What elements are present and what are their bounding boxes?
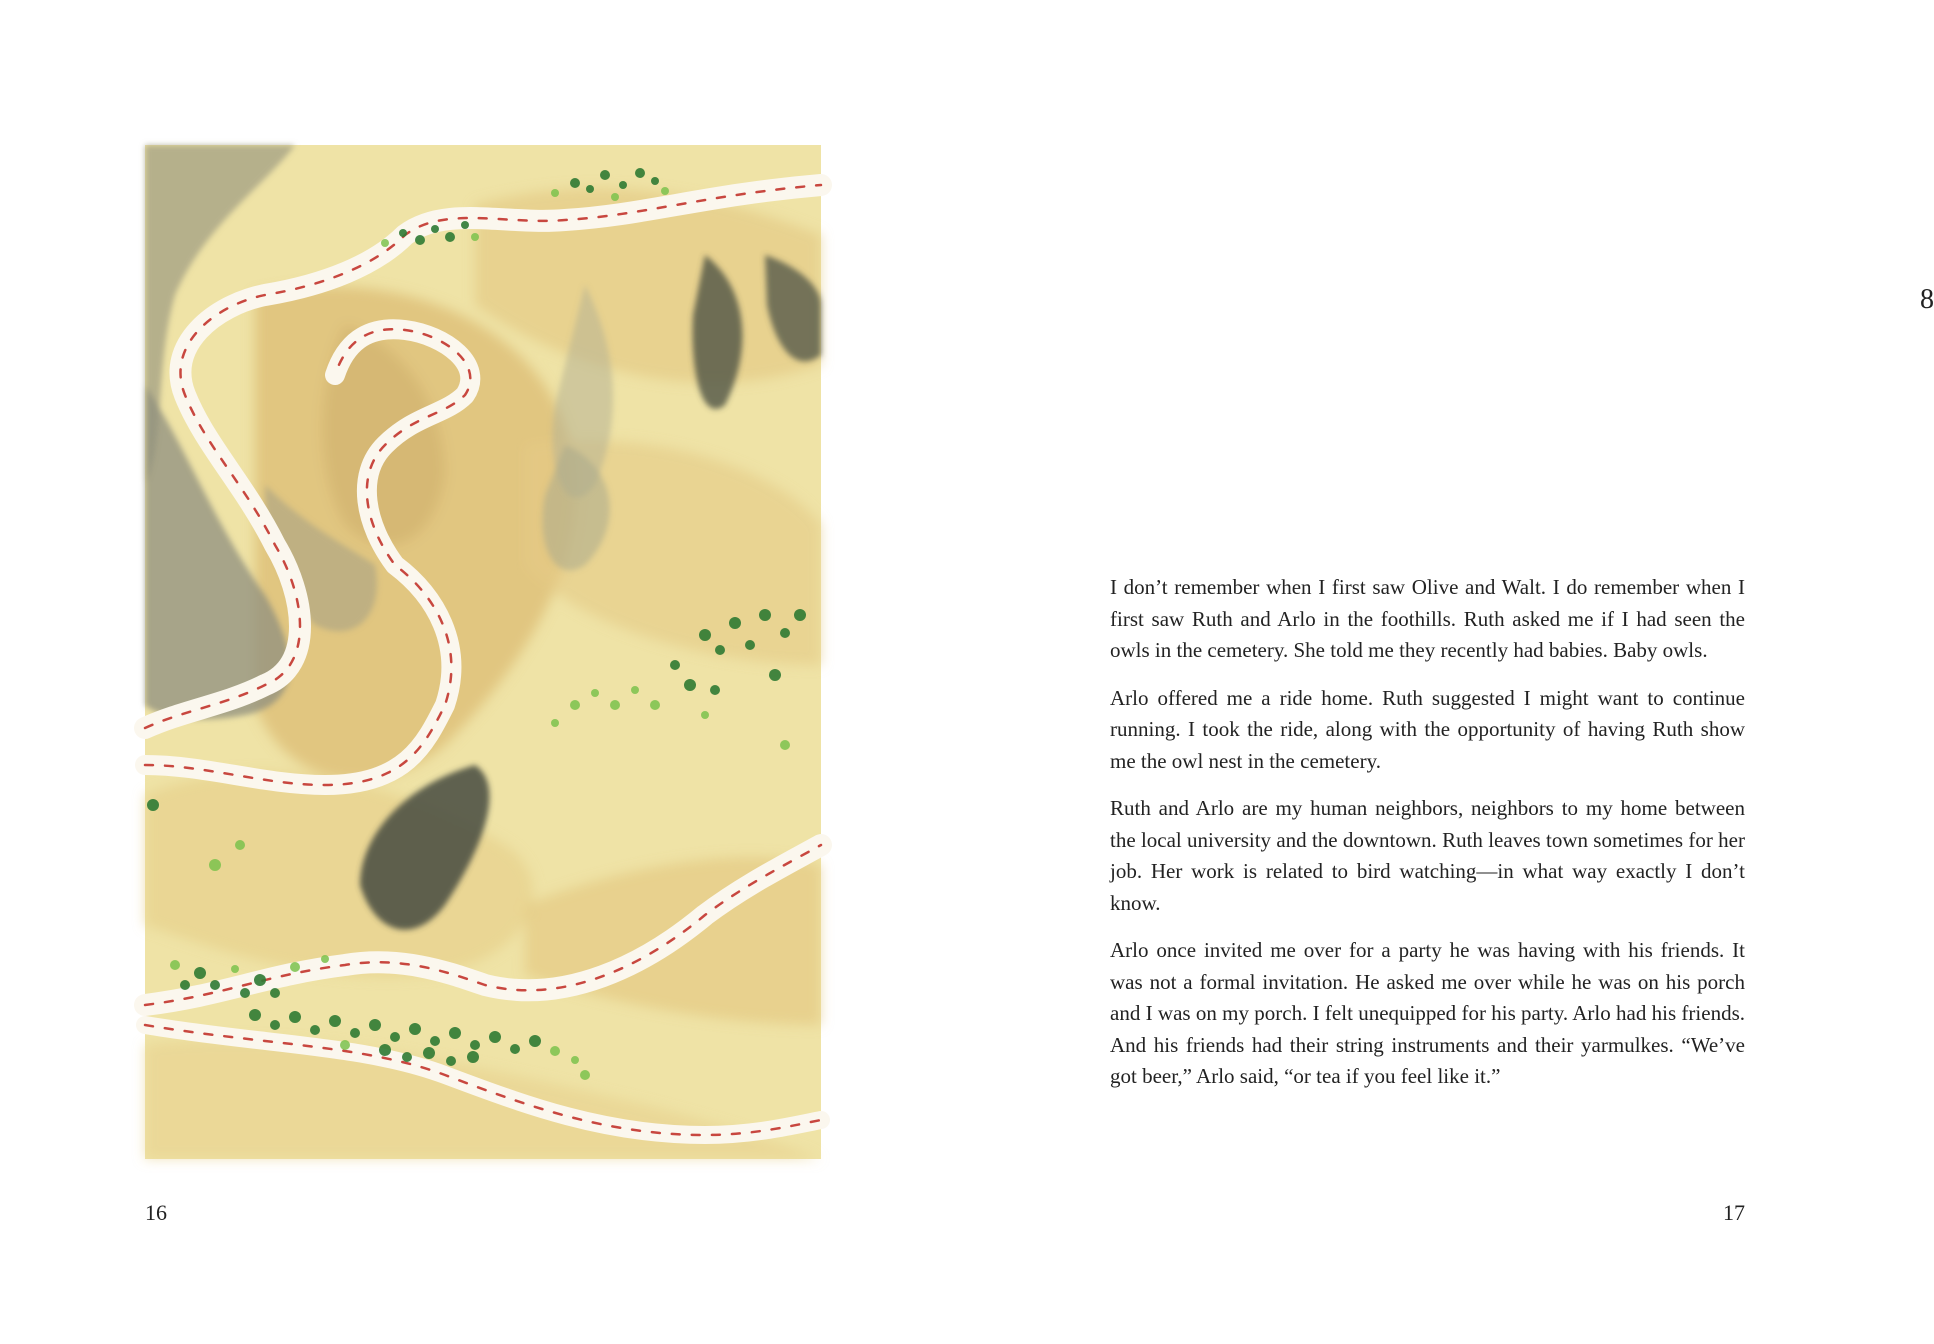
chapter-number: 8 bbox=[1920, 284, 1934, 315]
left-page bbox=[0, 0, 960, 1344]
paragraph: Arlo offered me a ride home. Ruth suggested I might want to continue running. I took the ride, along with the opportunity of having Ruth show me the owl nest in the cemetery. bbox=[1110, 685, 1745, 773]
paragraph: I don’t remember when I first saw Olive and Walt. I do remember when I first saw Ruth and Arlo in the foothills. Ruth asked me if I had seen the owls in the cemetery. She told me they recently had babies. Baby owls. bbox=[1110, 575, 1745, 662]
chapter-body bbox=[1110, 572, 1745, 1109]
chapter-heading bbox=[960, 283, 1934, 317]
watercolor-trail-illustration bbox=[145, 145, 821, 1159]
watercolor-landscape-map-icon bbox=[145, 145, 821, 1159]
paragraph: Arlo once invited me over for a party he was having with his friends. It was not a formal invitation. He asked me over while he was on his porch and I was on my porch. I felt unequipped for his party. Arlo had his friends. And his friends had their string instruments and their yarmulkes. “We’ve got beer,” Arlo said, “or tea if you feel like it.” bbox=[1110, 938, 1745, 1088]
paragraph: Ruth and Arlo are my human neighbors, neighbors to my home between the local university and the downtown. Ruth leaves town sometimes for her job. Her work is related to bird watching—in what way exactly I don’t know. bbox=[1110, 796, 1745, 915]
right-page bbox=[960, 0, 1934, 1344]
page-number-right: 17 bbox=[1723, 1200, 1745, 1225]
page-number-left: 16 bbox=[145, 1200, 167, 1225]
